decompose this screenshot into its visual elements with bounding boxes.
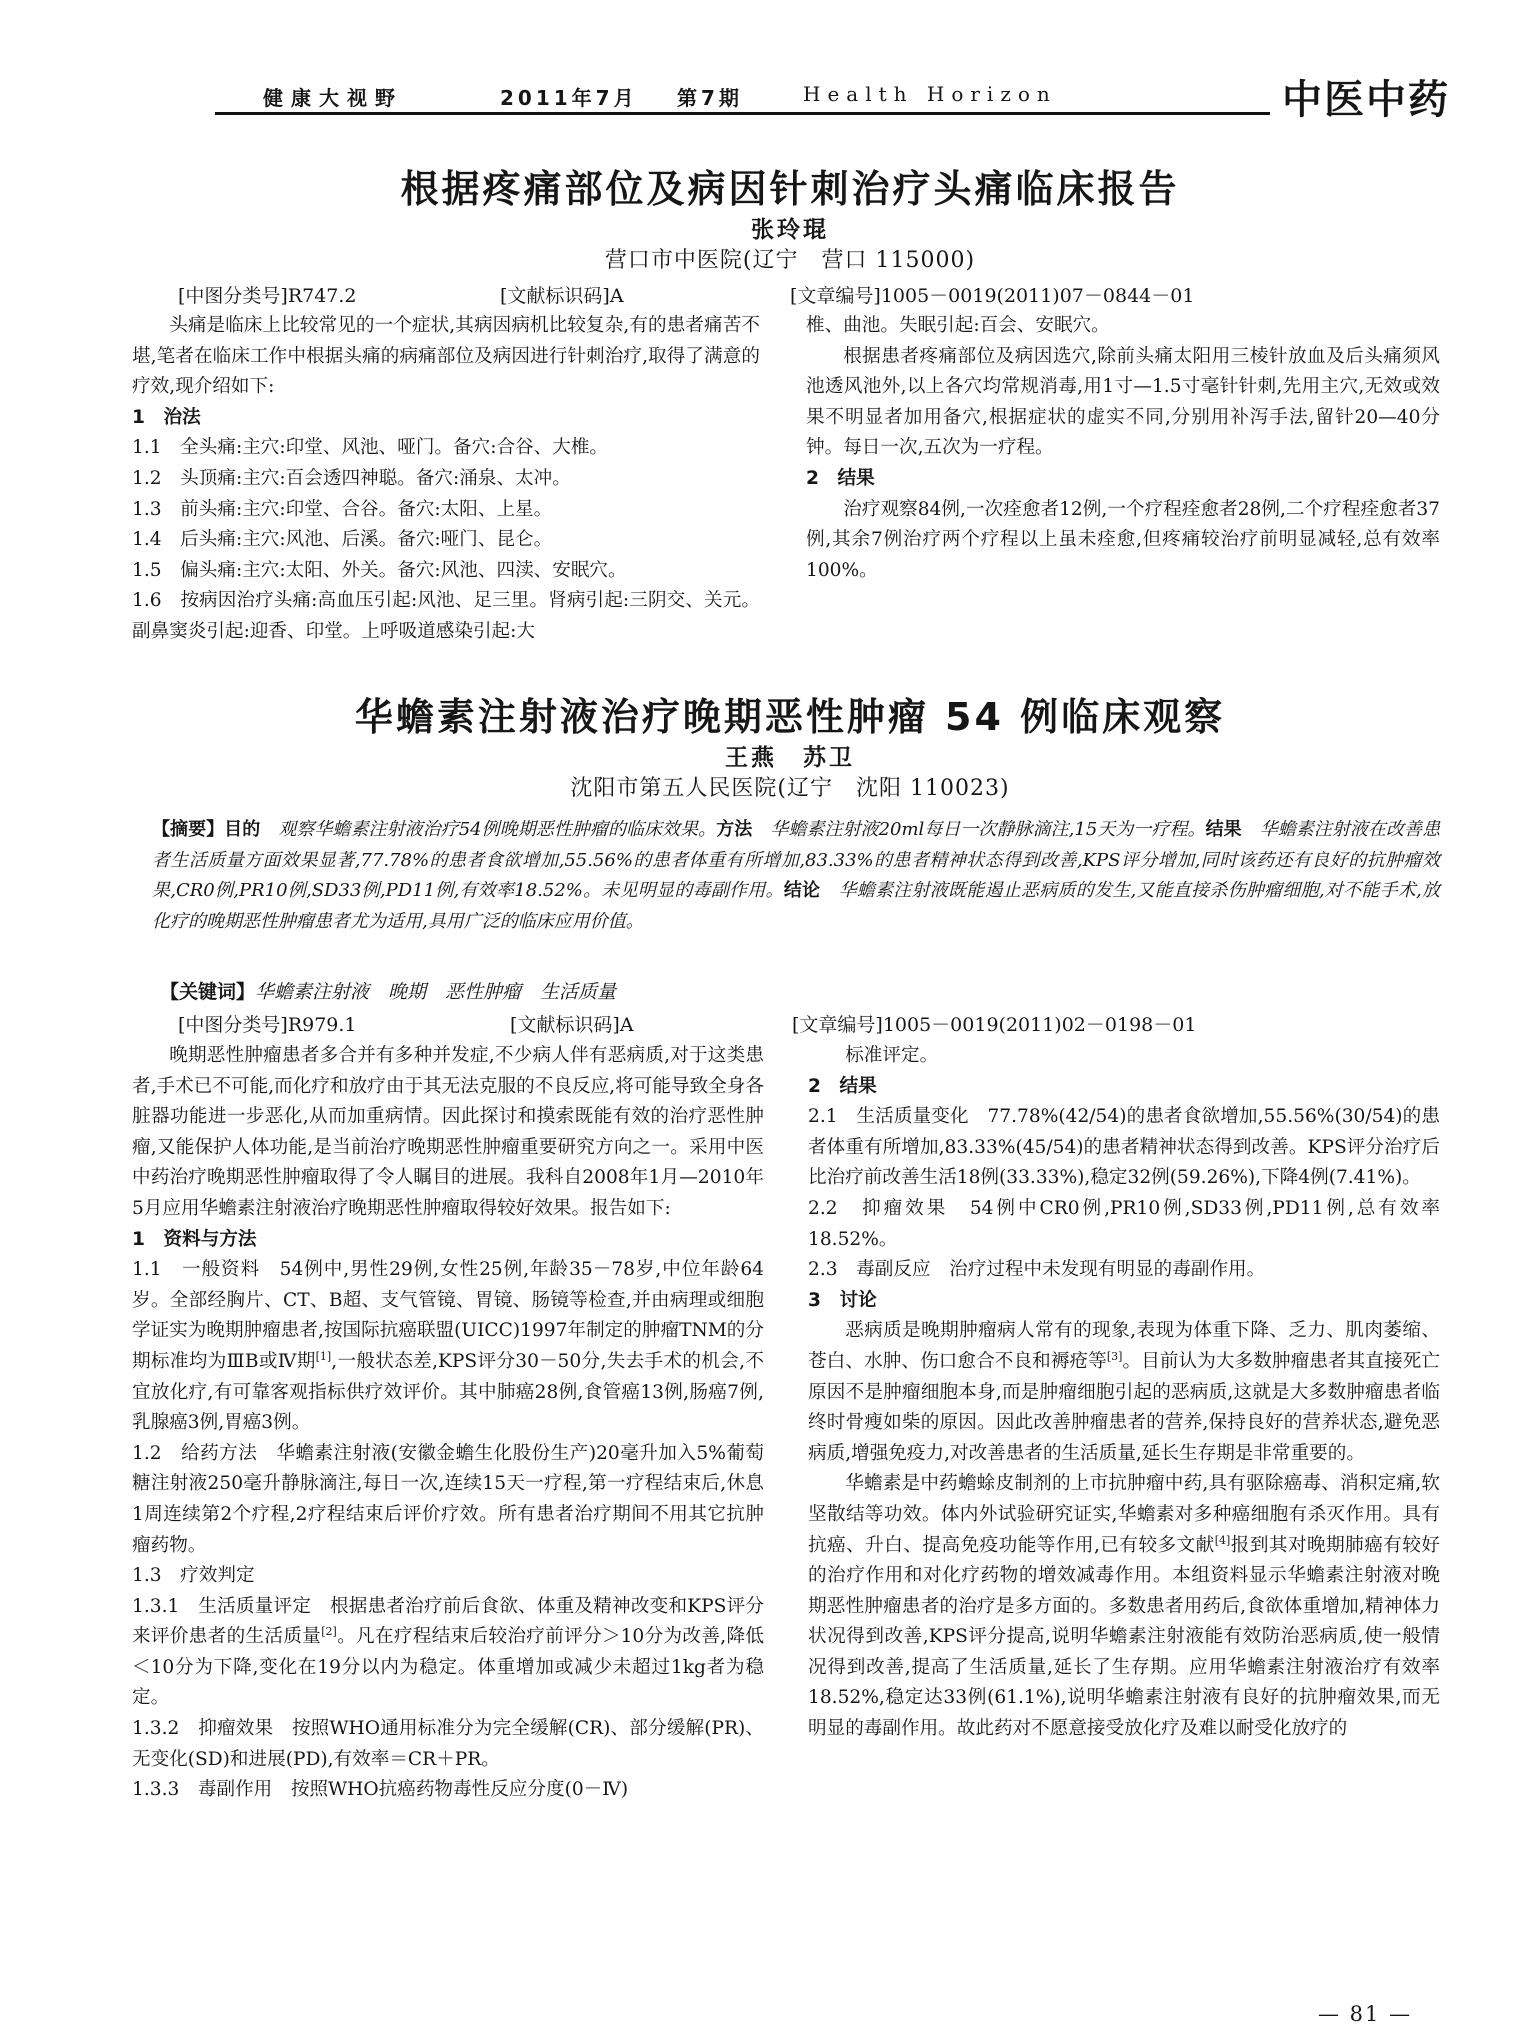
article2-heading-discussion: 3 讨论	[808, 1289, 877, 1311]
article2-discussion-2: 华蟾素是中药蟾蜍皮制剂的上市抗肿瘤中药,具有驱除癌毒、消积定痛,软坚散结等功效。体内外试验研究证实,华蟾素对多种癌细胞有杀灭作用。具有抗癌、升白、提高免疫功能等作用,已有较多文献[4]报到其对晚期肺癌有较好的治疗作用和对化疗药物的增效减毒作用。本组资料显示华蟾素注射液对晚期恶性肿瘤患者的治疗是多方面的。多数患者用药后,食欲体重增加,精神体力状况得到改善,KPS评分提高,说明华蟾素注射液能有效防治恶病质,使一般情况得到改善,提高了生活质量,延长了生存期。应用华蟾素注射液治疗有效率18.52%,稳定达33例(61.1%),说明华蟾素注射液有良好的抗肿瘤效果,而无明显的毒副作用。故此药对不愿意接受放化疗及难以耐受化放疗的	[808, 1473, 1440, 1740]
article2-heading-materials: 1 资料与方法	[132, 1228, 257, 1250]
article2-heading	[140, 693, 1440, 805]
article1-right-column	[806, 311, 1440, 586]
issue-number: 第7期	[677, 86, 743, 110]
article2-heading-results: 2 结果	[808, 1075, 877, 1097]
article2-continued: 标准评定。	[845, 1045, 939, 1066]
article1-clc: [中图分类号]R747.2	[178, 285, 357, 307]
issue-date: 2011年7月	[500, 86, 638, 110]
article2-intro: 晚期恶性肿瘤患者多合并有多种并发症,不少病人伴有恶病质,对于这类患者,手术已不可能,而化疗和放疗由于其无法克服的不良反应,将可能导致全身各脏器功能进一步恶化,从而加重病情。因此探讨和摸索既能有效的治疗恶性肿瘤,又能保护人体功能,是当前治疗晚期恶性肿瘤重要研究方向之一。采用中医中药治疗晚期恶性肿瘤取得了令人瞩目的进展。我科自2008年1月—2010年5月应用华蟾素注射液治疗晚期恶性肿瘤取得较好效果。报告如下:	[132, 1045, 764, 1219]
article2-doc-code: [文献标识码]A	[510, 1014, 634, 1036]
abstract-label: 【摘要】	[152, 819, 225, 840]
article1-author: 张玲琨	[751, 217, 829, 243]
article1-results: 治疗观察84例,一次痊愈者12例,一个疗程痊愈者28例,二个疗程痊愈者37例,其余7例治疗两个疗程以上虽未痊愈,但疼痛较治疗前明显减轻,总有效率100%。	[806, 498, 1440, 581]
article1-heading-methods: 1 治法	[132, 406, 201, 428]
journal-name: 健康大视野	[263, 86, 403, 110]
abstract-purpose: 观察华蟾素注射液治疗54例晚期恶性肿瘤的临床效果。	[278, 819, 717, 840]
article1-left-column	[132, 311, 760, 648]
citation-ref: [4]	[1214, 1533, 1231, 1547]
running-header	[215, 72, 1450, 124]
article1-heading	[140, 165, 1440, 277]
section-label: 中医中药	[1282, 77, 1450, 123]
article2-author: 王燕 苏卫	[725, 745, 855, 771]
conclusion-label: 结论	[783, 880, 821, 901]
article1-intro: 头痛是临床上比较常见的一个症状,其病因病机比较复杂,有的患者痛苦不堪,笔者在临床工作中根据头痛的病痛部位及病因进行针刺治疗,取得了满意的疗效,现介绍如下:	[132, 315, 760, 398]
article2-keywords	[160, 979, 616, 1005]
article1-item: 1.2 头顶痛:主穴:百会透四神聪。备穴:涌泉、太冲。	[132, 467, 571, 489]
article2-discussion-1: 恶病质是晚期肿瘤病人常有的现象,表现为体重下降、乏力、肌肉萎缩、苍白、水肿、伤口愈合不良和褥疮等[3]。目前认为大多数肿瘤患者其直接死亡原因不是肿瘤细胞本身,而是肿瘤细胞引起的恶病质,这就是大多数肿瘤患者临终时骨瘦如柴的原因。因此改善肿瘤患者的营养,保持良好的营养状态,避免恶病质,增强免疫力,对改善患者的生活质量,延长生存期是非常重要的。	[808, 1320, 1440, 1464]
article2-article-no: [文章编号]1005－0019(2011)02－0198－01	[792, 1014, 1197, 1036]
abstract-conclusion: 华蟾素注射液既能遏止恶病质的发生,又能直接杀伤肿瘤细胞,对不能手术,放化疗的晚期恶性肿瘤患者尤为适用,具用广泛的临床应用价值。	[152, 880, 1441, 932]
article1-item: 1.3 前头痛:主穴:印堂、合谷。备穴:太阳、上星。	[132, 498, 553, 520]
result-label: 结果	[1205, 819, 1242, 840]
article1-continued: 椎、曲池。失眠引起:百会、安眠穴。	[806, 315, 1110, 336]
article2-section-1-1: 1.1 一般资料 54例中,男性29例,女性25例,年龄35－78岁,中位年龄64岁。全部经胸片、CT、B超、支气管镜、胃镜、肠镜等检查,并由病理或细胞学证实为晚期肿瘤患者,按国际抗癌联盟(UICC)1997年制定的肿瘤TNM的分期标准均为ⅢB或Ⅳ期[1],一般状态差,KPS评分30－50分,失去手术的机会,不宜放化疗,有可靠客观指标供疗效评价。其中肺癌28例,食管癌13例,肠癌7例,乳腺癌3例,胃癌3例。	[132, 1259, 764, 1434]
article1-item: 1.1 全头痛:主穴:印堂、风池、哑门。备穴:合谷、大椎。	[132, 437, 609, 459]
article2-right-column	[808, 1041, 1440, 1745]
article2-section-1-3-3: 1.3.3 毒副作用 按照WHO抗癌药物毒性反应分度(0－Ⅳ)	[132, 1779, 629, 1801]
article2-section-1-3-1: 1.3.1 生活质量评定 根据患者治疗前后食欲、体重及精神改变和KPS评分来评价患者的生活质量[2]。凡在疗程结束后较治疗前评分＞10分为改善,降低＜10分为下降,变化在19分以内为稳定。体重增加或减少未超过1kg者为稳定。	[132, 1595, 764, 1709]
article1-article-no: [文章编号]1005－0019(2011)07－0844－01	[790, 285, 1195, 307]
header-rule	[215, 112, 1270, 115]
article2-affiliation: 沈阳市第五人民医院(辽宁 沈阳 110023)	[570, 776, 1010, 801]
article2-section-2-2: 2.2 抑瘤效果 54例中CR0例,PR10例,SD33例,PD11例,总有效率18.52%。	[808, 1197, 1440, 1250]
article1-doc-code: [文献标识码]A	[500, 285, 624, 307]
article1-heading-results: 2 结果	[806, 467, 875, 489]
article2-section-2-3: 2.3 毒副反应 治疗过程中未发现有明显的毒副作用。	[808, 1259, 1266, 1281]
abstract-result: 华蟾素注射液在改善患者生活质量方面效果显著,77.78%的患者食欲增加,55.56%的患者体重有所增加,83.33%的患者精神状态得到改善,KPS评分增加,同时该药还有良好的抗肿瘤效果,CR0例,PR10例,SD33例,PD11例,有效率18.52%。未见明显的毒副作用。	[152, 819, 1441, 901]
page-number: — 81 —	[1318, 2002, 1413, 2026]
keywords-text: 华蟾素注射液 晚期 恶性肿瘤 生活质量	[255, 981, 617, 1003]
citation-ref: [2]	[321, 1625, 337, 1639]
article1-affiliation: 营口市中医院(辽宁 营口 115000)	[604, 248, 976, 273]
article2-left-column	[132, 1041, 764, 1806]
article1-item: 1.5 偏头痛:主穴:太阳、外关。备穴:风池、四渎、安眠穴。	[132, 559, 627, 581]
article2-section-2-1: 2.1 生活质量变化 77.78%(42/54)的患者食欲增加,55.56%(30/54)的患者体重有所增加,83.33%(45/54)的患者精神状态得到改善。KPS评分治疗后比治疗前改善生活18例(33.33%),稳定32例(59.26%),下降4例(7.41%)。	[808, 1106, 1440, 1189]
article2-section-1-3-2: 1.3.2 抑瘤效果 按照WHO通用标准分为完全缓解(CR)、部分缓解(PR)、无变化(SD)和进展(PD),有效率＝CR＋PR。	[132, 1718, 764, 1770]
keywords-label: 【关键词】	[160, 981, 256, 1003]
article2-title: 华蟾素注射液治疗晚期恶性肿瘤 54 例临床观察	[354, 695, 1226, 739]
article1-title: 根据疼痛部位及病因针刺治疗头痛临床报告	[400, 167, 1180, 211]
article2-clc: [中图分类号]R979.1	[178, 1014, 357, 1036]
article2-abstract	[152, 815, 1440, 937]
article1-item: 1.6 按病因治疗头痛:高血压引起:风池、足三里。肾病引起:三阴交、关元。副鼻窦炎引起:迎香、印堂。上呼吸道感染引起:大	[132, 590, 760, 642]
citation-ref: [3]	[1106, 1349, 1123, 1363]
abstract-method: 华蟾素注射液20ml每日一次静脉滴注,15天为一疗程。	[770, 819, 1206, 840]
article2-section-1-3: 1.3 疗效判定	[132, 1565, 255, 1587]
purpose-label: 目的	[224, 819, 261, 840]
journal-name-en: Health Horizon	[803, 82, 1057, 106]
method-label: 方法	[716, 819, 753, 840]
article1-item: 1.4 后头痛:主穴:风池、后溪。备穴:哑门、昆仑。	[132, 529, 553, 551]
article1-procedure: 根据患者疼痛部位及病因选穴,除前头痛太阳用三棱针放血及后头痛须风池透风池外,以上各穴均常规消毒,用1寸—1.5寸毫针针刺,先用主穴,无效或效果不明显者加用备穴,根据症状的虚实不同,分别用补泻手法,留针20—40分钟。每日一次,五次为一疗程。	[806, 345, 1440, 459]
article2-section-1-2: 1.2 给药方法 华蟾素注射液(安徽金蟾生化股份生产)20毫升加入5%葡萄糖注射液250毫升静脉滴注,每日一次,连续15天一疗程,第一疗程结束后,休息1周连续第2个疗程,2疗程结束后评价疗效。所有患者治疗期间不用其它抗肿瘤药物。	[132, 1442, 764, 1556]
citation-ref: [1]	[315, 1349, 332, 1363]
